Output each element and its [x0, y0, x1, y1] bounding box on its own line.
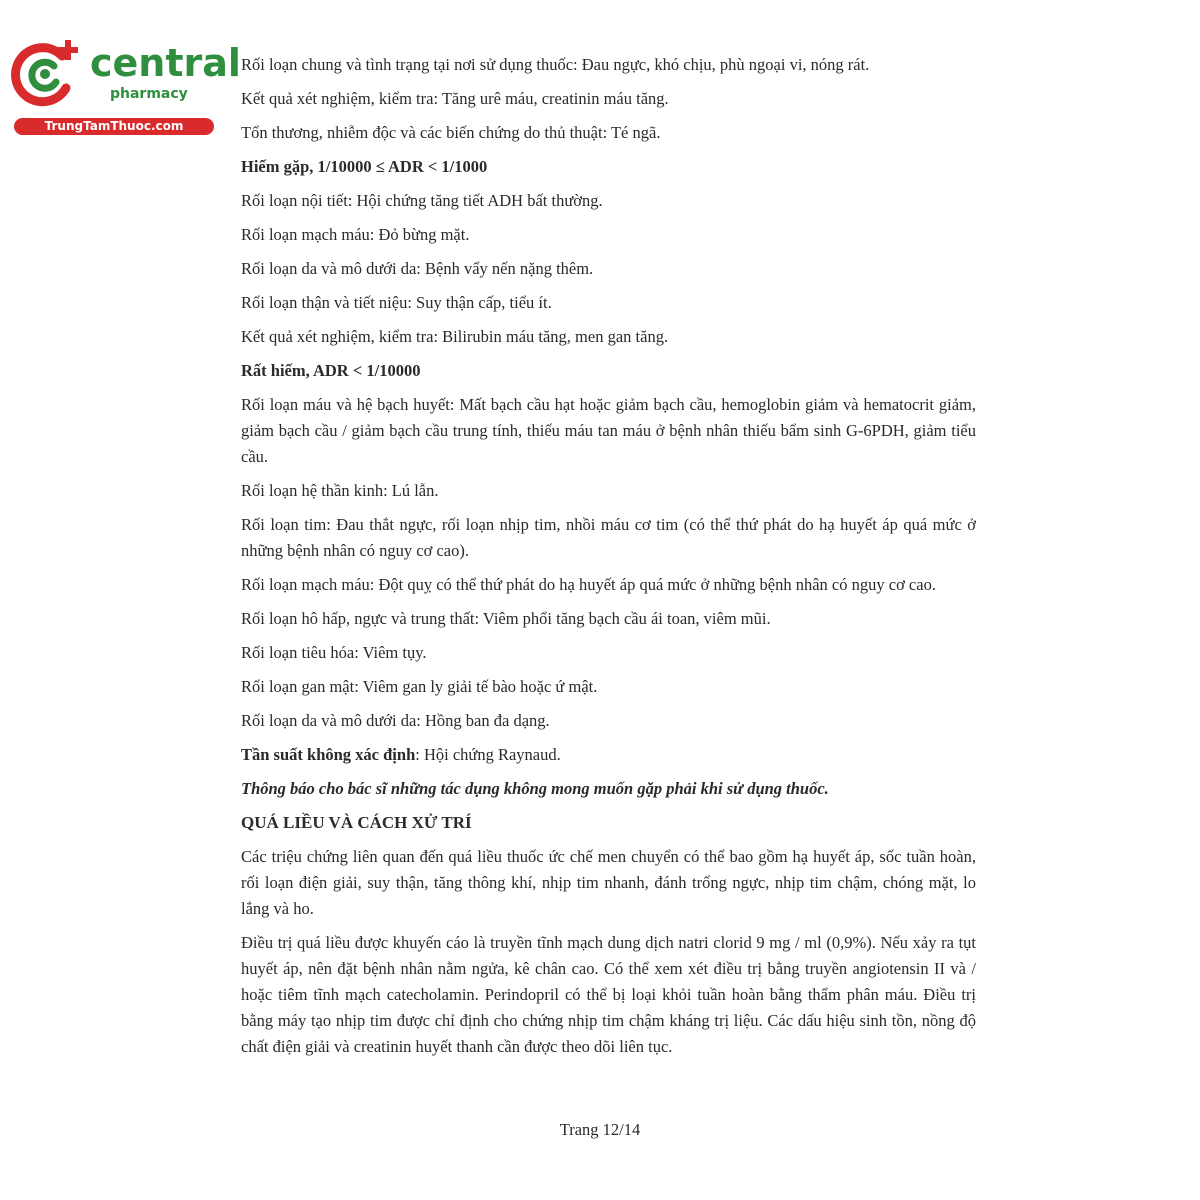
- paragraph-unknown-frequency: [241, 742, 976, 768]
- paragraph-lab-bilirubin: Kết quả xét nghiệm, kiểm tra: Bilirubin máu tăng, men gan tăng.: [241, 327, 669, 346]
- paragraph-lab-tests: Kết quả xét nghiệm, kiểm tra: Tăng urê máu, creatinin máu tăng.: [241, 89, 669, 108]
- unknown-frequency-text: : Hội chứng Raynaud.: [415, 745, 561, 764]
- notice-doctor: Thông báo cho bác sĩ những tác dụng không mong muốn gặp phải khi sử dụng thuốc.: [241, 779, 829, 798]
- paragraph-renal: Rối loạn thận và tiết niệu: Suy thận cấp, tiểu ít.: [241, 293, 552, 312]
- heading-very-rare: Rất hiếm, ADR < 1/10000: [241, 361, 421, 380]
- document-body: [241, 52, 976, 1068]
- paragraph-stroke: Rối loạn mạch máu: Đột quỵ có thể thứ phát do hạ huyết áp quá mức ở những bệnh nhân có nguy cơ cao.: [241, 575, 936, 594]
- paragraph-blood: Rối loạn máu và hệ bạch huyết: Mất bạch cầu hạt hoặc giảm bạch cầu, hemoglobin giảm và hematocrit giảm, giảm bạch cầu / giảm bạch cầu trung tính, thiếu máu tan máu ở bệnh nhân thiếu bẩm sinh G-6PDH, giảm tiểu cầu.: [241, 395, 976, 466]
- paragraph-overdose-symptoms: Các triệu chứng liên quan đến quá liều thuốc ức chế men chuyển có thể bao gồm hạ huyết áp, sốc tuần hoàn, rối loạn điện giải, suy thận, tăng thông khí, nhịp tim nhanh, đánh trống ngực, nhịp tim chậm, chóng mặt, lo lắng và ho.: [241, 847, 976, 918]
- paragraph-gastro: Rối loạn tiêu hóa: Viêm tụy.: [241, 643, 427, 662]
- logo-brand-text: central: [90, 41, 241, 85]
- unknown-frequency-label: Tần suất không xác định: [241, 745, 416, 764]
- paragraph-hepatobiliary: Rối loạn gan mật: Viêm gan ly giải tế bào hoặc ứ mật.: [241, 677, 598, 696]
- paragraph-general-disorders: Rối loạn chung và tình trạng tại nơi sử dụng thuốc: Đau ngực, khó chịu, phù ngoại vi, nóng rát.: [241, 55, 870, 74]
- logo-sub-text: pharmacy: [110, 86, 188, 102]
- paragraph-overdose-treatment: Điều trị quá liều được khuyến cáo là truyền tĩnh mạch dung dịch natri clorid 9 mg / ml (0,9%). Nếu xảy ra tụt huyết áp, nên đặt bệnh nhân nằm ngửa, kê chân cao. Có thể xem xét điều trị bằng truyền angiotensin II và / hoặc tiêm tĩnh mạch catecholamin. Perindopril có thể bị loại khỏi tuần hoàn bằng thẩm phân máu. Điều trị bằng máy tạo nhịp tim được chỉ định cho chứng nhịp tim chậm kháng trị liệu. Các dấu hiệu sinh tồn, nồng độ chất điện giải và creatinin huyết thanh cần được theo dõi liên tục.: [241, 933, 976, 1056]
- paragraph-respiratory: Rối loạn hô hấp, ngực và trung thất: Viêm phổi tăng bạch cầu ái toan, viêm mũi.: [241, 609, 771, 628]
- paragraph-endocrine: Rối loạn nội tiết: Hội chứng tăng tiết ADH bất thường.: [241, 191, 603, 210]
- paragraph-vascular: Rối loạn mạch máu: Đỏ bừng mặt.: [241, 225, 470, 244]
- heading-overdose: QUÁ LIỀU VÀ CÁCH XỬ TRÍ: [241, 813, 472, 832]
- central-pharmacy-logo-icon: [10, 38, 82, 110]
- paragraph-cardiac: Rối loạn tim: Đau thắt ngực, rối loạn nhịp tim, nhồi máu cơ tim (có thể thứ phát do hạ huyết áp quá mức ở những bệnh nhân có nguy cơ cao).: [241, 515, 976, 560]
- heading-rare: Hiếm gặp, 1/10000 ≤ ADR < 1/1000: [241, 157, 488, 176]
- paragraph-skin: Rối loạn da và mô dưới da: Bệnh vẩy nến nặng thêm.: [241, 259, 594, 278]
- page-number: Trang 12/14: [559, 1120, 641, 1139]
- paragraph-injury: Tổn thương, nhiễm độc và các biến chứng do thủ thuật: Té ngã.: [241, 123, 661, 142]
- central-pharmacy-logo: [10, 36, 241, 136]
- logo-banner: TrungTamThuoc.com: [14, 118, 214, 135]
- paragraph-nervous: Rối loạn hệ thần kinh: Lú lẫn.: [241, 481, 439, 500]
- paragraph-skin-erythema: Rối loạn da và mô dưới da: Hồng ban đa dạng.: [241, 711, 550, 730]
